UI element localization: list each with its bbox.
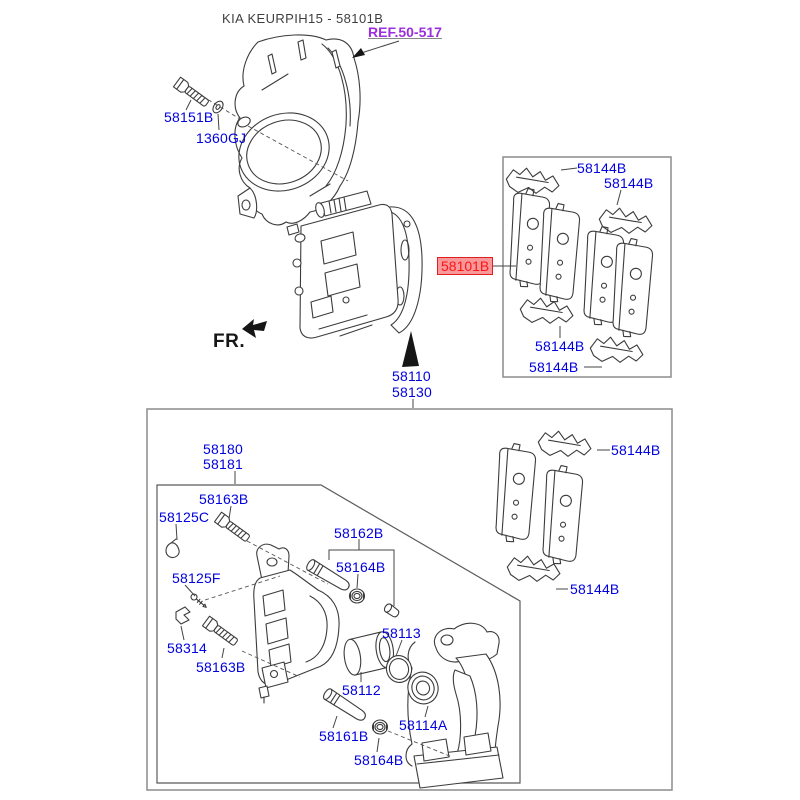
part-label-58163b-1[interactable]: 58163B [199, 491, 249, 507]
pads-lower-drawing [496, 429, 593, 584]
part-label-58162b[interactable]: 58162B [334, 525, 384, 541]
carrier-bracket-drawing [406, 623, 503, 788]
screw-58125f-drawing [190, 593, 208, 610]
part-label-58181[interactable]: 58181 [203, 456, 243, 472]
part-label-58164b-2[interactable]: 58164B [354, 752, 404, 768]
diagram-title: KIA KEURPIH15 - 58101B [222, 11, 384, 26]
part-label-58125f[interactable]: 58125F [172, 570, 221, 586]
part-label-58151b[interactable]: 58151B [164, 109, 214, 125]
part-label-58144b-6[interactable]: 58144B [570, 581, 620, 597]
fr-direction-label: FR. [213, 331, 246, 352]
part-label-58114a[interactable]: 58114A [399, 717, 448, 733]
part-label-58144b-3[interactable]: 58144B [535, 338, 585, 354]
ref-arrowhead-icon [352, 48, 365, 58]
spring-58314-drawing [176, 607, 190, 624]
part-label-58164b-1[interactable]: 58164B [336, 559, 386, 575]
plug-drawing [383, 603, 400, 619]
ref-link[interactable]: REF.50-517 [368, 24, 442, 40]
part-label-58144b-1[interactable]: 58144B [577, 160, 627, 176]
part-label-58110[interactable]: 58110 [392, 368, 431, 384]
pad-kit-upper-drawing [505, 166, 653, 365]
part-label-58130[interactable]: 58130 [392, 384, 432, 400]
caliper-pointer-arrow-icon [402, 331, 419, 367]
part-label-58161b[interactable]: 58161B [319, 728, 369, 744]
fr-direction-arrow-icon [242, 319, 267, 338]
part-label-58112[interactable]: 58112 [342, 682, 381, 698]
part-label-1360gj[interactable]: 1360GJ [196, 130, 247, 146]
part-label-58144b-5[interactable]: 58144B [611, 442, 661, 458]
clip-58125c-drawing [166, 539, 179, 558]
part-label-58144b-2[interactable]: 58144B [604, 175, 654, 191]
part-label-58314[interactable]: 58314 [167, 640, 207, 656]
part-label-58125c[interactable]: 58125C [159, 509, 210, 525]
bolt-58151b-drawing [173, 77, 210, 108]
highlighted-part-58101b[interactable]: 58101B [437, 257, 493, 275]
part-label-58144b-4[interactable]: 58144B [529, 359, 579, 375]
part-label-58163b-2[interactable]: 58163B [196, 659, 246, 675]
part-label-58180[interactable]: 58180 [203, 441, 243, 457]
part-label-58113[interactable]: 58113 [382, 625, 421, 641]
dust-shield-drawing [228, 35, 360, 225]
